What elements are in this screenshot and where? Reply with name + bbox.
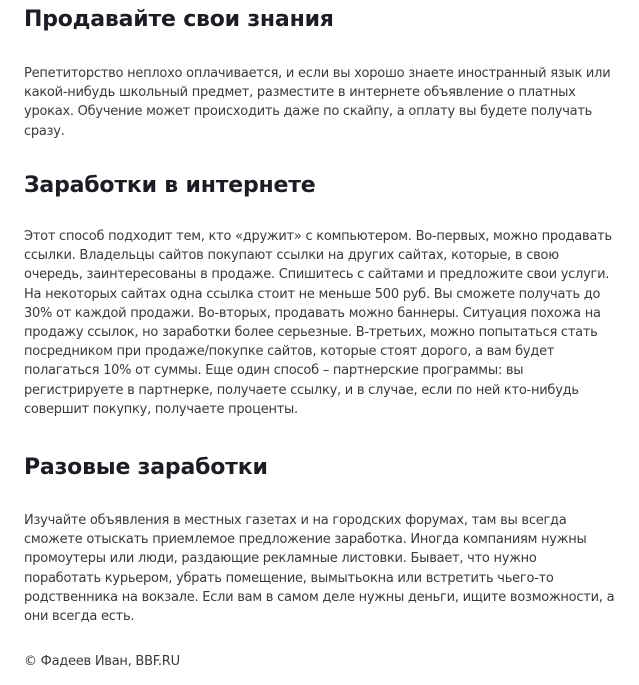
section-title-sell-knowledge: Продавайте свои знания (24, 7, 334, 32)
section-text-internet-earnings: Этот способ подходит тем, кто «дружит» с компьютером. Во-первых, можно продавать ссылки. Владельцы сайтов покупают ссылки на других сайтах, которые, в свою очередь, заинтересованы в продаже. Спишитесь с сайтами и предложите свои услуги. На некоторых сайтах одна ссылка стоит не меньше 500 руб. Вы сможете получать до 30% от каждой продажи. Во-вторых, продавать можно баннеры. Ситуация похожа на продажу ссылок, но заработки более серьезные. В-третьих, можно попытаться стать посредником при продаже/покупке сайтов, которые стоят дорого, а вам будет полагаться 10% от суммы. Еще один способ – партнерские программы: вы регистрируете в партнерке, получаете ссылку, и в случае, если по ней кто-нибудь совершит покупку, получаете проценты. (24, 229, 612, 417)
section-text-sell-knowledge: Репетиторство неплохо оплачивается, и если вы хорошо знаете иностранный язык или какой-нибудь школьный предмет, разместите в интернете объявление о платных уроках. Обучение может происходить даже по скайпу, а оплату вы будете получать сразу. (24, 66, 611, 139)
section-text-one-time-earnings: Изучайте объявления в местных газетах и на городских форумах, там вы всегда сможете отыскать приемлемое предложение заработка. Иногда компаниям нужны промоутеры или люди, раздающие рекламные листовки. Бывает, что нужно поработать курьером, убрать помещение, вымытьокна или встретить чьего-то родственника на вокзале. Если вам в самом деле нужны деньги, ищите возможности, а они всегда есть. (24, 513, 615, 625)
section-title-internet-earnings: Заработки в интернете (24, 173, 316, 198)
section-title-one-time-earnings: Разовые заработки (24, 455, 268, 480)
author-credit: © Фадеев Иван, BBF.RU (24, 654, 180, 669)
